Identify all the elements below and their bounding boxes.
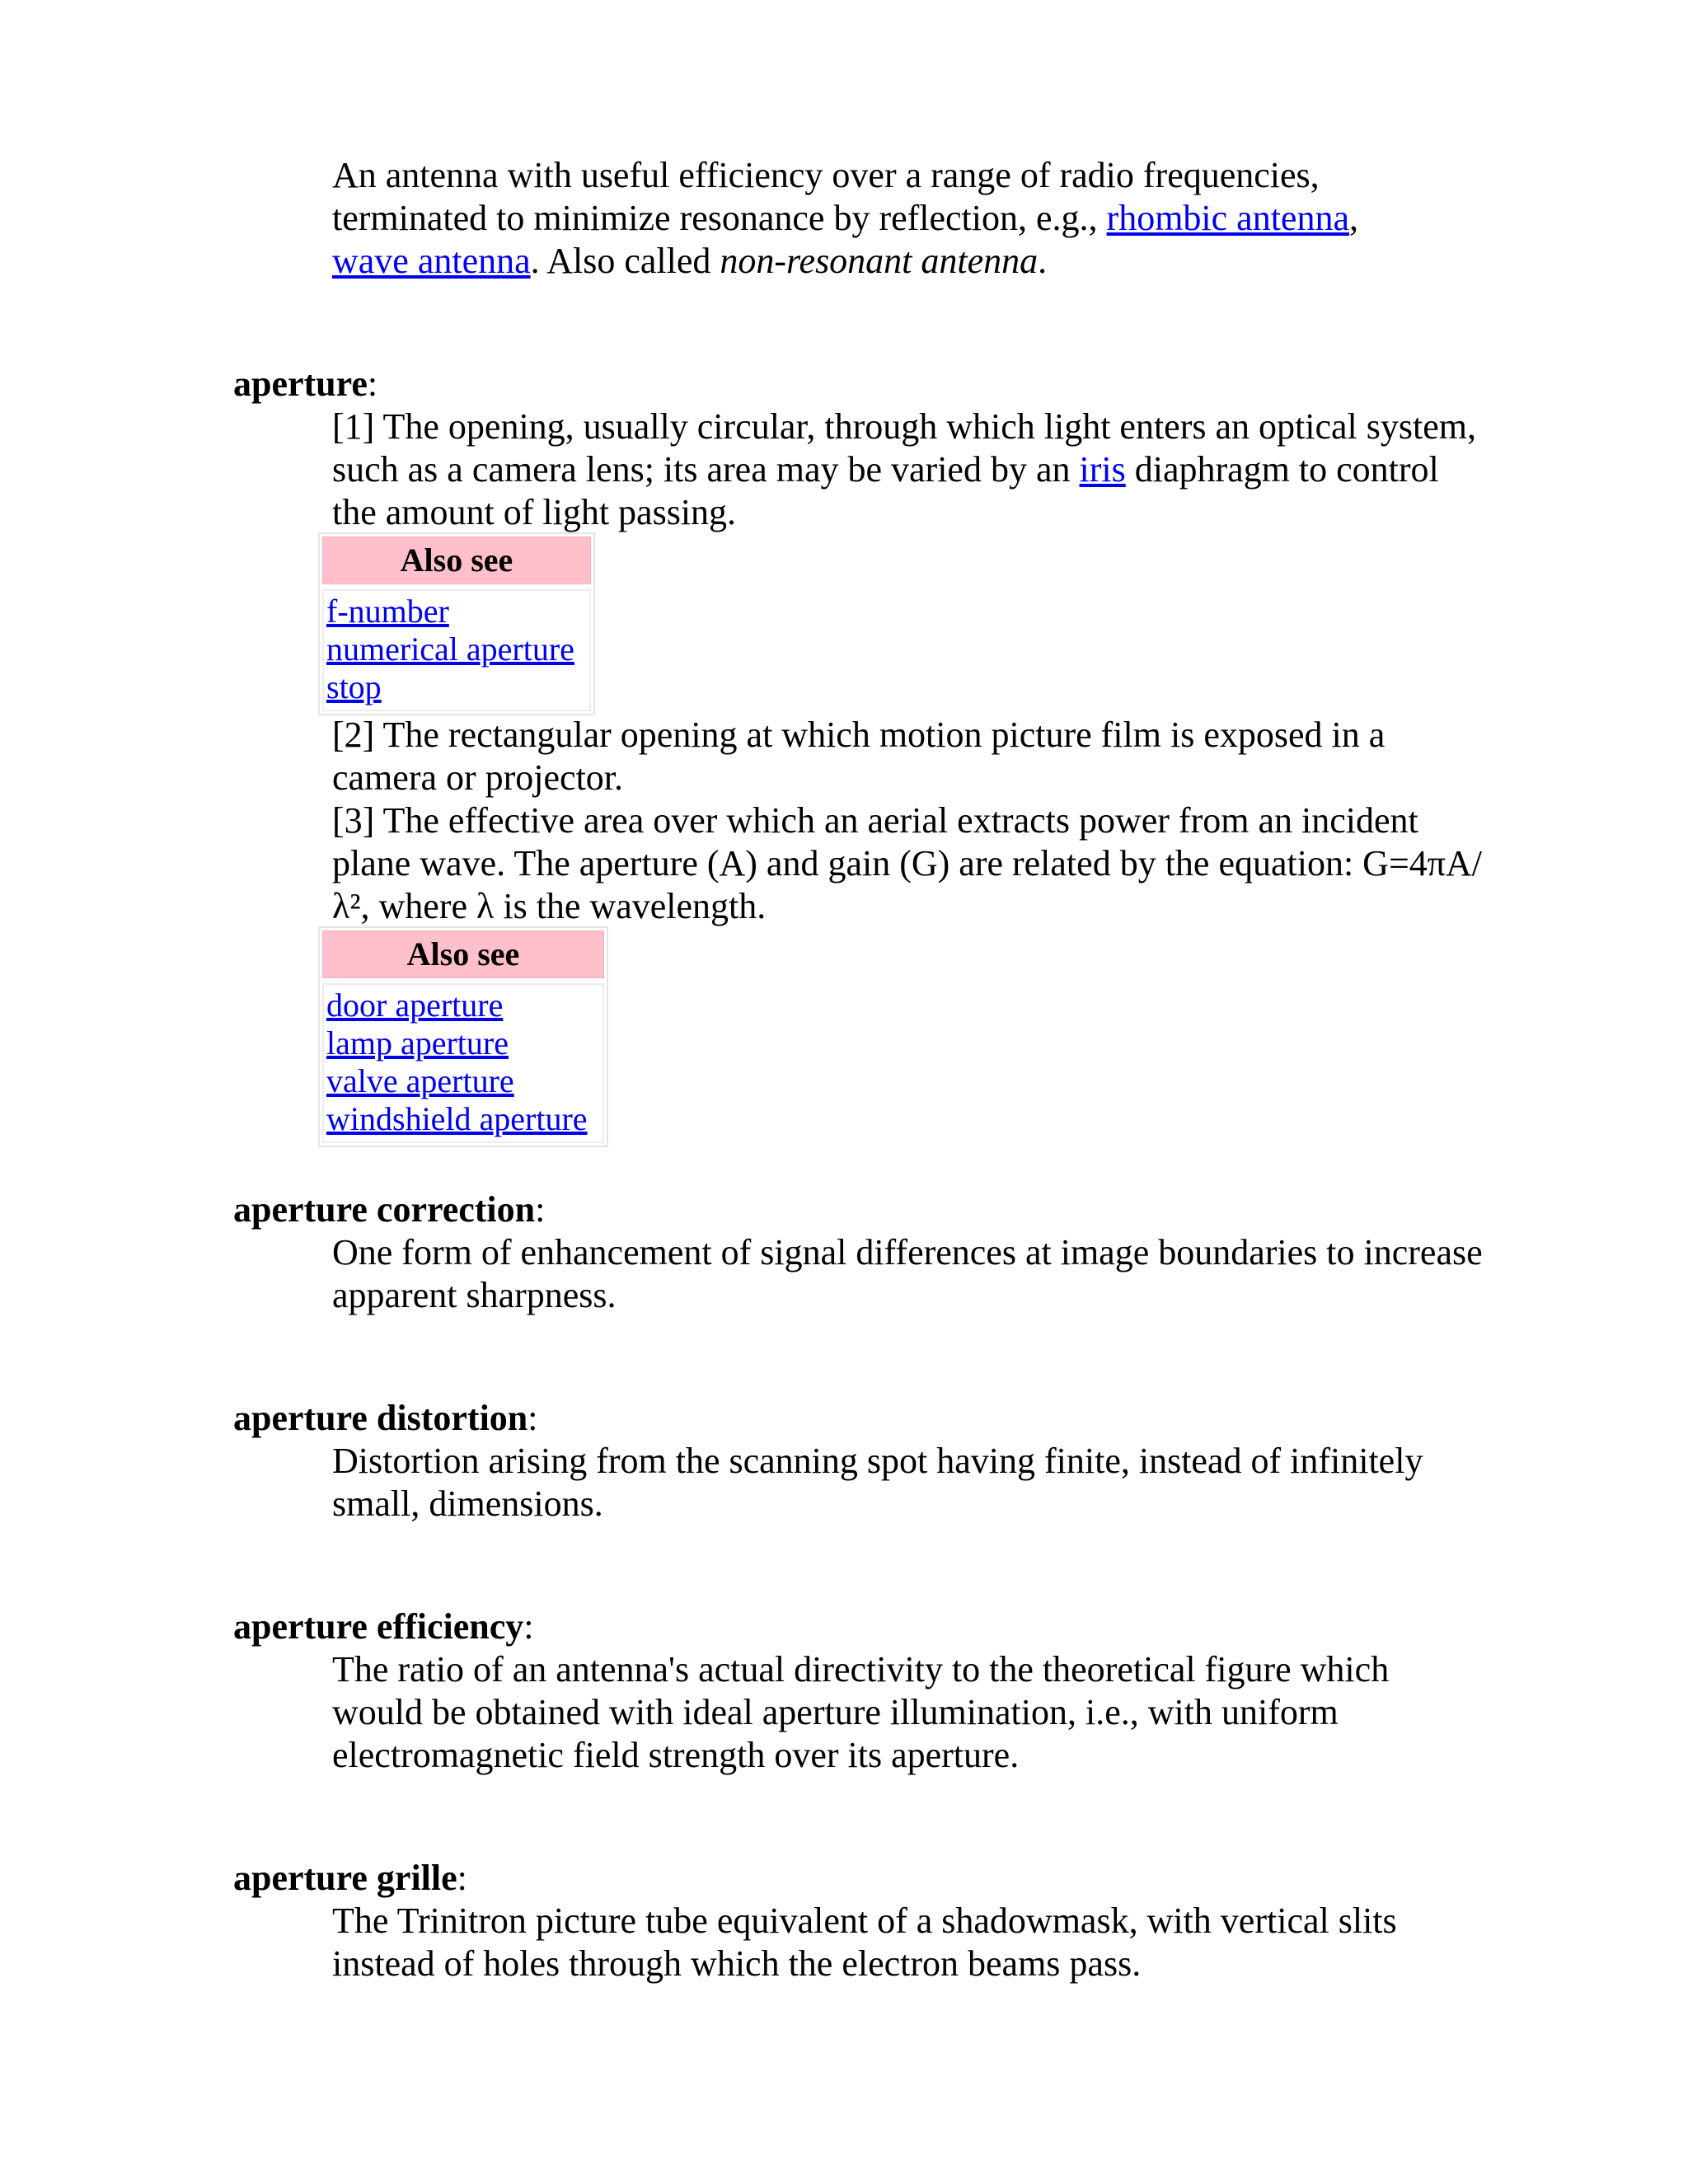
- term-aperture-efficiency: aperture efficiency:: [233, 1606, 534, 1647]
- aperture-correction-definition: One form of enhancement of signal differences at image boundaries to increase apparent sharpness.: [332, 1232, 1483, 1315]
- see-also-list: [322, 589, 591, 711]
- link-iris[interactable]: iris: [1079, 449, 1126, 490]
- aperture-definition-3: [3] The effective area over which an aerial extracts power from an incident plane wave. The aperture (A) and gain (G) are related by the equation: G=4πA/λ², where λ is the wavelength.: [332, 800, 1482, 926]
- link-wave-antenna[interactable]: wave antenna: [332, 241, 531, 281]
- term-aperture-correction: aperture correction:: [233, 1189, 546, 1230]
- aperture-grille-definition: The Trinitron picture tube equivalent of a shadowmask, with vertical slits instead of holes through which the electron beams pass.: [332, 1900, 1397, 1984]
- aperture-definition-2: [2] The rectangular opening at which motion picture film is exposed in a camera or projector.: [332, 715, 1386, 798]
- term-aperture: aperture:: [233, 363, 378, 404]
- see-also-box-2: [318, 926, 608, 1147]
- aperture-efficiency-definition: The ratio of an antenna's actual directivity to the theoretical figure which would be obtained with ideal aperture illumination, i.e., with uniform electromagnetic field strength over its aperture.: [332, 1649, 1390, 1775]
- aperture-distortion-definition: Distortion arising from the scanning spot having finite, instead of infinitely small, dimensions.: [332, 1441, 1423, 1524]
- see-also-link-numerical-aperture[interactable]: numerical aperture: [326, 630, 574, 668]
- see-also-box-1: [318, 532, 595, 715]
- see-also-link-windshield-aperture[interactable]: windshield aperture: [326, 1100, 588, 1137]
- see-also-link-f-number[interactable]: f-number: [326, 593, 449, 630]
- see-also-list: [322, 983, 604, 1143]
- see-also-link-lamp-aperture[interactable]: lamp aperture: [326, 1024, 509, 1062]
- term-aperture-grille: aperture grille:: [233, 1858, 467, 1898]
- see-also-header: Also see: [322, 537, 591, 584]
- see-also-header: Also see: [322, 930, 604, 978]
- intro-definition: [332, 154, 1486, 283]
- aperture-definition-1: [1] The opening, usually circular, through which light enters an optical system, such as a camera lens; its area may be varied by an iris diaphragm to control the amount of light passing.: [332, 406, 1476, 532]
- see-also-link-stop[interactable]: stop: [326, 668, 382, 705]
- link-rhombic-antenna[interactable]: rhombic antenna: [1106, 198, 1349, 238]
- see-also-link-valve-aperture[interactable]: valve aperture: [326, 1062, 514, 1099]
- term-aperture-distortion: aperture distortion:: [233, 1398, 538, 1438]
- intro-text: An antenna with useful efficiency over a range of radio frequencies, terminated to minimize resonance by reflection, e.g., rhombic antenna, wave antenna. Also called non-resonant antenna.: [332, 155, 1358, 281]
- see-also-link-door-aperture[interactable]: door aperture: [326, 987, 504, 1024]
